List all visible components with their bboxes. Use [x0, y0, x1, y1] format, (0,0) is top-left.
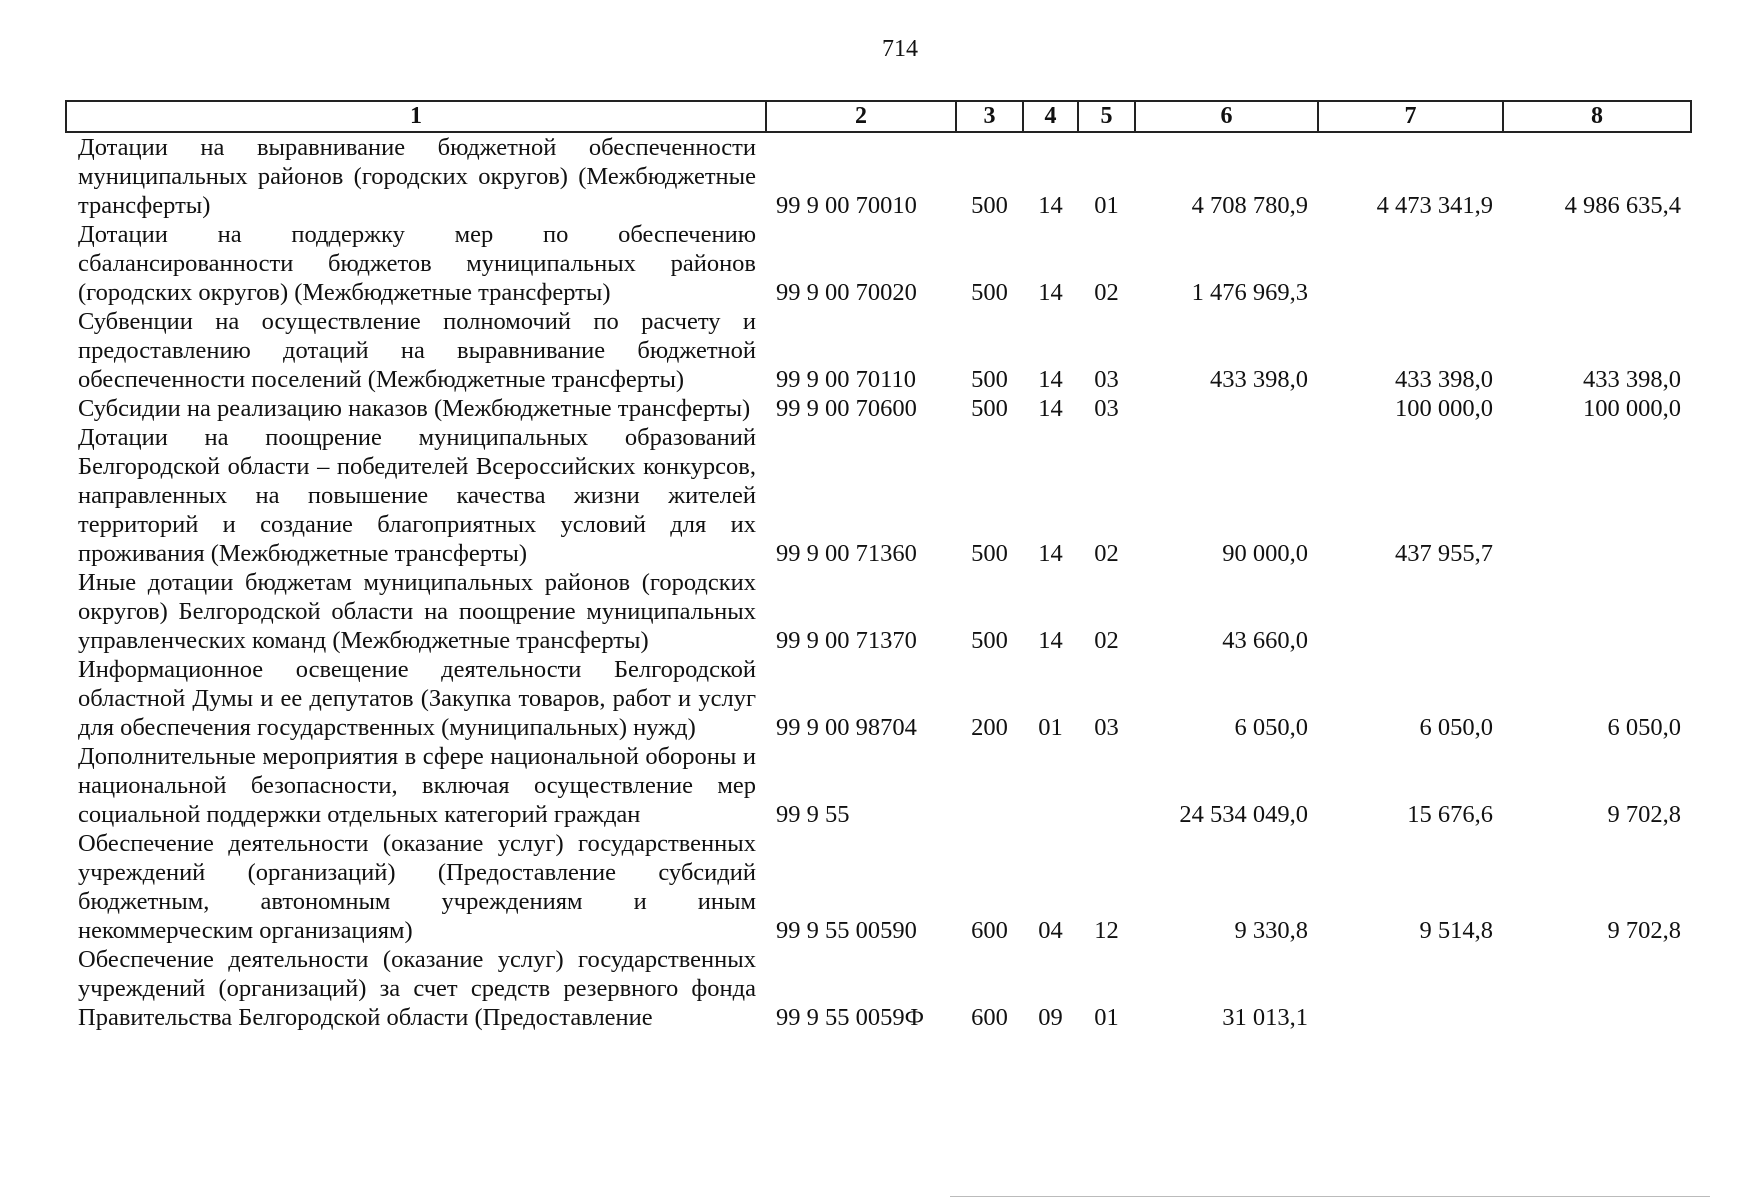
header-col-8: 8	[1503, 101, 1691, 132]
row-col-5: 01	[1094, 1004, 1119, 1031]
row-col-3: 500	[971, 366, 1008, 393]
header-col-7: 7	[1318, 101, 1503, 132]
row-col-8: 433 398,0	[1583, 366, 1681, 393]
row-col-6: 4 708 780,9	[1191, 192, 1308, 219]
row-col-4: 14	[1038, 395, 1063, 422]
row-col-3: 500	[971, 627, 1008, 654]
row-col-6: 9 330,8	[1234, 917, 1308, 944]
row-col-6	[1135, 394, 1318, 423]
row-col-3: 500	[971, 395, 1008, 422]
table-row	[66, 423, 1691, 568]
row-col-7: 6 050,0	[1419, 714, 1493, 741]
row-col-5: 02	[1094, 627, 1119, 654]
row-col-5: 01	[1094, 192, 1119, 219]
row-code: 99 9 00 70600	[776, 395, 917, 422]
row-description: Субсидии на реализацию наказов (Межбюджетные трансферты)	[78, 395, 751, 422]
row-code: 99 9 00 70020	[776, 279, 917, 306]
header-col-6: 6	[1135, 101, 1318, 132]
row-col-5: 03	[1094, 714, 1119, 741]
row-col-8: 6 050,0	[1607, 714, 1681, 741]
table-row	[66, 568, 1691, 655]
row-col-7	[1318, 945, 1503, 1032]
table-row	[66, 742, 1691, 829]
row-col-4: 14	[1038, 366, 1063, 393]
row-col-8: 9 702,8	[1607, 917, 1681, 944]
row-col-5: 02	[1094, 540, 1119, 567]
row-col-8: 100 000,0	[1583, 395, 1681, 422]
row-col-3: 600	[971, 917, 1008, 944]
row-col-3: 200	[971, 714, 1008, 741]
row-col-5: 03	[1094, 366, 1119, 393]
row-col-8	[1503, 423, 1691, 568]
row-col-4: 14	[1038, 279, 1063, 306]
row-description: Дотации на поддержку мер по обеспечению сбалансированности бюджетов муниципальных районов (городских округов) (Межбюджетные трансферты)	[78, 221, 756, 306]
row-col-8: 9 702,8	[1607, 801, 1681, 828]
row-col-8	[1503, 945, 1691, 1032]
row-col-5: 12	[1094, 917, 1119, 944]
table-row	[66, 655, 1691, 742]
header-row	[66, 101, 1691, 132]
header-col-4: 4	[1023, 101, 1078, 132]
row-col-4: 14	[1038, 627, 1063, 654]
row-code: 99 9 00 70010	[776, 192, 917, 219]
row-col-7: 433 398,0	[1395, 366, 1493, 393]
row-col-3	[956, 742, 1023, 829]
row-col-4: 09	[1038, 1004, 1063, 1031]
table-header	[66, 101, 1691, 132]
page-number: 714	[882, 36, 918, 62]
row-description: Дополнительные мероприятия в сфере национальной обороны и национальной безопасности, включая осуществление мер социальной поддержки отдельных категорий граждан	[78, 743, 756, 828]
row-description: Дотации на выравнивание бюджетной обеспеченности муниципальных районов (городских округов) (Межбюджетные трансферты)	[78, 134, 756, 219]
row-col-6: 90 000,0	[1222, 540, 1308, 567]
row-col-4: 04	[1038, 917, 1063, 944]
table-row	[66, 307, 1691, 394]
table-row	[66, 945, 1691, 1032]
row-col-8: 4 986 635,4	[1564, 192, 1681, 219]
row-col-3: 500	[971, 540, 1008, 567]
row-col-6: 1 476 969,3	[1191, 279, 1308, 306]
row-description: Иные дотации бюджетам муниципальных районов (городских округов) Белгородской области на поощрение муниципальных управленческих команд (Межбюджетные трансферты)	[78, 569, 756, 654]
row-col-4: 01	[1038, 714, 1063, 741]
row-col-3: 500	[971, 279, 1008, 306]
header-col-2: 2	[766, 101, 956, 132]
row-description: Дотации на поощрение муниципальных образований Белгородской области – победителей Всероссийских конкурсов, направленных на повышение качества жизни жителей территорий и создание благоприятных условий для их проживания (Межбюджетные трансферты)	[78, 424, 756, 567]
table-body	[66, 132, 1691, 1032]
row-code: 99 9 55 0059Ф	[776, 1004, 924, 1031]
row-description: Обеспечение деятельности (оказание услуг) государственных учреждений (организаций) за счет средств резервного фонда Правительства Белгородской области (Предоставление	[78, 946, 756, 1031]
header-col-3: 3	[956, 101, 1023, 132]
row-col-4	[1023, 742, 1078, 829]
table-row	[66, 132, 1691, 220]
row-col-7: 15 676,6	[1407, 801, 1493, 828]
row-col-6: 6 050,0	[1234, 714, 1308, 741]
row-col-3: 600	[971, 1004, 1008, 1031]
row-col-7: 100 000,0	[1395, 395, 1493, 422]
row-code: 99 9 55 00590	[776, 917, 917, 944]
row-col-3: 500	[971, 192, 1008, 219]
row-col-7: 4 473 341,9	[1376, 192, 1493, 219]
row-col-4: 14	[1038, 192, 1063, 219]
table-row	[66, 394, 1691, 423]
row-col-6: 43 660,0	[1222, 627, 1308, 654]
row-col-6: 433 398,0	[1210, 366, 1308, 393]
row-code: 99 9 55	[776, 801, 850, 828]
row-code: 99 9 00 71370	[776, 627, 917, 654]
table-row	[66, 829, 1691, 945]
row-col-8	[1503, 568, 1691, 655]
row-col-6: 24 534 049,0	[1179, 801, 1308, 828]
row-description: Субвенции на осуществление полномочий по расчету и предоставлению дотаций на выравнивание бюджетной обеспеченности поселений (Межбюджетные трансферты)	[78, 308, 756, 393]
row-col-5: 02	[1094, 279, 1119, 306]
row-description: Обеспечение деятельности (оказание услуг) государственных учреждений (организаций) (Предоставление субсидий бюджетным, автономным учреждениям и иным некоммерческим организациям)	[78, 830, 756, 944]
row-col-5: 03	[1094, 395, 1119, 422]
footer-rule	[950, 1196, 1710, 1197]
row-code: 99 9 00 98704	[776, 714, 917, 741]
row-col-6: 31 013,1	[1222, 1004, 1308, 1031]
row-col-4: 14	[1038, 540, 1063, 567]
budget-table	[65, 100, 1692, 1032]
row-col-7	[1318, 220, 1503, 307]
header-col-5: 5	[1078, 101, 1135, 132]
row-code: 99 9 00 71360	[776, 540, 917, 567]
table-row	[66, 220, 1691, 307]
header-col-1: 1	[66, 101, 766, 132]
row-col-7: 437 955,7	[1395, 540, 1493, 567]
row-col-7	[1318, 568, 1503, 655]
row-col-7: 9 514,8	[1419, 917, 1493, 944]
row-code: 99 9 00 70110	[776, 366, 916, 393]
row-description: Информационное освещение деятельности Белгородской областной Думы и ее депутатов (Закупка товаров, работ и услуг для обеспечения государственных (муниципальных) нужд)	[78, 656, 756, 741]
row-col-8	[1503, 220, 1691, 307]
row-col-5	[1078, 742, 1135, 829]
